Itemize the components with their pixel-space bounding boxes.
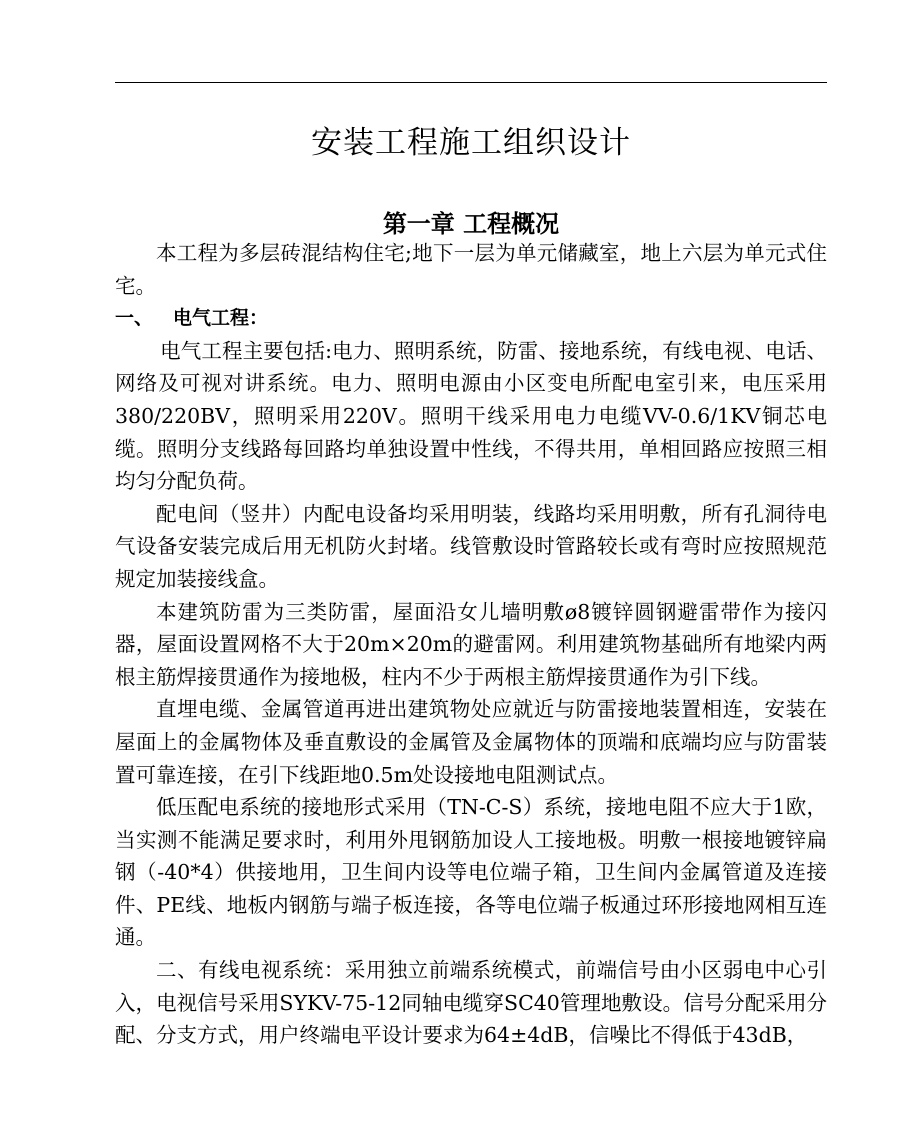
body-paragraph: 本建筑防雷为三类防雷，屋面沿女儿墙明敷ø8镀锌圆钢避雷带作为接闪器，屋面设置网格不大于20m×20m的避雷网。利用建筑物基础所有地梁内两根主筋焊接贯通作为接地极，柱内不少于两根主筋焊接贯通作为引下线。 (115, 599, 827, 689)
chapter-title: 第一章 工程概况 (382, 209, 560, 238)
section-heading-electrical (115, 302, 827, 335)
document-body (115, 237, 827, 1052)
section-heading-text: 电气工程： (173, 307, 269, 330)
intro-paragraph: 本工程为多层砖混结构住宅;地下一层为单元储藏室，地上六层为单元式住宅。 (115, 241, 827, 298)
body-paragraph: 直埋电缆、金属管道再进出建筑物处应就近与防雷接地装置相连，安装在屋面上的金属物体及垂直敷设的金属管及金属物体的顶端和底端均应与防雷装置可靠连接，在引下线距地0.5m处设接地电阻测试点。 (115, 697, 827, 787)
body-paragraph: 电气工程主要包括:电力、照明系统，防雷、接地系统，有线电视、电话、网络及可视对讲系统。电力、照明电源由小区变电所配电室引来，电压采用380/220BV，照明采用220V。照明干线采用电力电缆VV-0.6/1KV铜芯电缆。照明分支线路每回路均单独设置中性线，不得共用，单相回路应按照三相均匀分配负荷。 (115, 338, 827, 494)
body-paragraph: 二、有线电视系统：采用独立前端系统模式，前端信号由小区弱电中心引入，电视信号采用SYKV-75-12同轴电缆穿SC40管理地敷设。信号分配采用分配、分支方式，用户终端电平设计要求为64±4dB，信噪比不得低于43dB， (115, 958, 827, 1048)
document-title: 安装工程施工组织设计 (311, 124, 631, 161)
section-number: 一、 (115, 307, 154, 330)
body-paragraph: 低压配电系统的接地形式采用（TN-C-S）系统，接地电阻不应大于1欧，当实测不能满足要求时，利用外甩钢筋加设人工接地极。明敷一根接地镀锌扁钢（-40*4）供接地用，卫生间内设等电位端子箱，卫生间内金属管道及连接件、PE线、地板内钢筋与端子板连接，各等电位端子板通过环形接地网相互连通。 (115, 795, 827, 950)
body-paragraph: 配电间（竖井）内配电设备均采用明装，线路均采用明敷，所有孔洞待电气设备安装完成后用无机防火封堵。线管敷设时管路较长或有弯时应按照规范规定加装接线盒。 (115, 501, 827, 591)
header-rule (115, 82, 827, 83)
